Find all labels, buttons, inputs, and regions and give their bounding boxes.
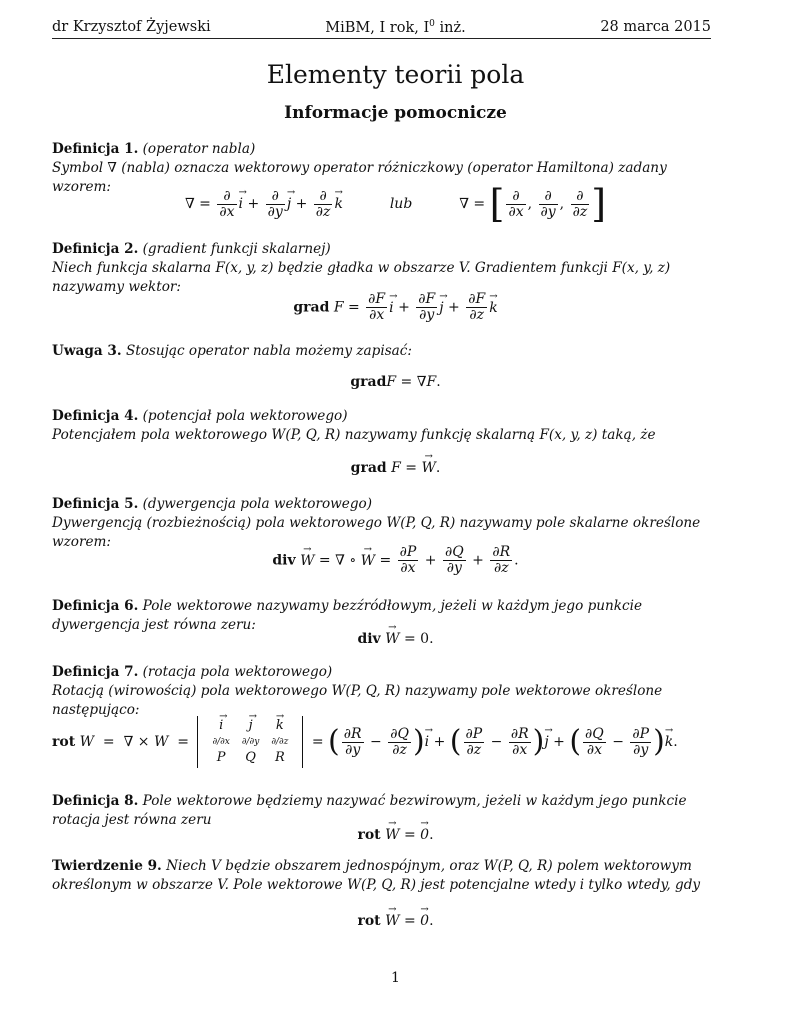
- equation-rot: rot W = ∇ × W = → i → j → k ∂/∂x ∂/∂y ∂/∂z P Q R = ( $\frac{\partial R}{\partial y}$ − $\frac{\partial Q}{\partial z}$ )→ i + ( $\frac{\partial P}{\partial z}$ − $\frac{\partial R}{\partial x}$ )→ j + ( $\frac{\partial Q}{\partial x}$ − $\frac{\partial P}{\partial y}$ )→ k.: [52, 716, 752, 768]
- equation-grad: grad F = $\frac{\partial F}{\partial x}$ → i + $\frac{\partial F}{\partial y}$ → j + $\frac{\partial F}{\partial z}$ → k: [0, 292, 791, 323]
- definition-text: Symbol ∇ (nabla) oznacza wektorowy operator różniczkowy (operator Hamiltona) zadany wzorem:: [52, 160, 667, 195]
- header-rule: [52, 38, 711, 39]
- definition-8: Definicja 8. Pole wektorowe będziemy nazywać bezwirowym, jeżeli w każdym jego punkcie rotacja jest równa zeru: [52, 793, 687, 828]
- page-title: Elementy teorii pola: [266, 60, 525, 89]
- determinant: → i → j → k ∂/∂x ∂/∂y ∂/∂z P Q R: [197, 716, 303, 768]
- conjunction: lub: [389, 196, 413, 212]
- definition-4: Definicja 4. (potencjał pola wektorowego) Potencjałem pola wektorowego W(P, Q, R) nazywamy funkcję skalarną F(x, y, z) taką, że: [52, 408, 656, 443]
- definition-label: Definicja 1.: [52, 141, 139, 157]
- definition-5: Definicja 5. (dywergencja pola wektorowego) Dywergencją (rozbieżnością) pola wektorowego W(P, Q, R) nazywamy pole skalarne określone wzorem:: [52, 496, 701, 550]
- page-subtitle: Informacje pomocnicze: [284, 103, 507, 123]
- equation-div: div → W = ∇ ∘ → W = $\frac{\partial P}{\partial x}$ + $\frac{\partial Q}{\partial y}$ + $\frac{\partial R}{\partial z}$ .: [0, 545, 791, 576]
- equation-div-zero: div → W = 0.: [0, 631, 791, 647]
- header-author: dr Krzysztof Żyjewski: [52, 19, 211, 35]
- theorem-9: Twierdzenie 9. Niech V będzie obszarem jednospójnym, oraz W(P, Q, R) polem wektorowym określonym w obszarze V. Pole wektorowe W(P, Q, R) jest potencjalne wtedy i tylko wtedy, gdy: [52, 858, 701, 893]
- page-number: 1: [391, 970, 400, 986]
- equation-rot-zero-2: rot → W = → 0.: [0, 913, 791, 929]
- definition-note: (operator nabla): [142, 141, 256, 157]
- equation-rot-zero: rot → W = → 0.: [0, 827, 791, 843]
- definition-2: Definicja 2. (gradient funkcji skalarnej) Niech funkcja skalarna F(x, y, z) będzie gładka w obszarze V. Gradientem funkcji F(x, y, z) nazywamy wektor:: [52, 241, 671, 295]
- equation-nabla: ∇ = $\frac{\partial}{\partial x}$ → i + $\frac{\partial}{\partial y}$ → j + $\frac{\partial}{\partial z}$ → k lub ∇ = [ $\frac{\partial}{\partial x}$ , $\frac{\partial}{\partial y}$ , $\frac{\partial}{\partial z}$ ]: [0, 185, 791, 223]
- definition-7: Definicja 7. (rotacja pola wektorowego) Rotacją (wirowością) pola wektorowego W(P, Q, R) nazywamy pole wektorowe określone następująco:: [52, 664, 663, 718]
- equation-potential: grad F = → W.: [0, 460, 791, 476]
- remark-3: Uwaga 3. Stosując operator nabla możemy zapisać:: [52, 343, 412, 359]
- header-course: MiBM, I rok, $I^0$ inż.: [325, 19, 466, 36]
- equation-grad-nabla: gradF = ∇F.: [350, 374, 441, 390]
- definition-6: Definicja 6. Pole wektorowe nazywamy bezźródłowym, jeżeli w każdym jego punkcie dywergencja jest równa zeru:: [52, 598, 643, 633]
- header-date: 28 marca 2015: [600, 19, 711, 35]
